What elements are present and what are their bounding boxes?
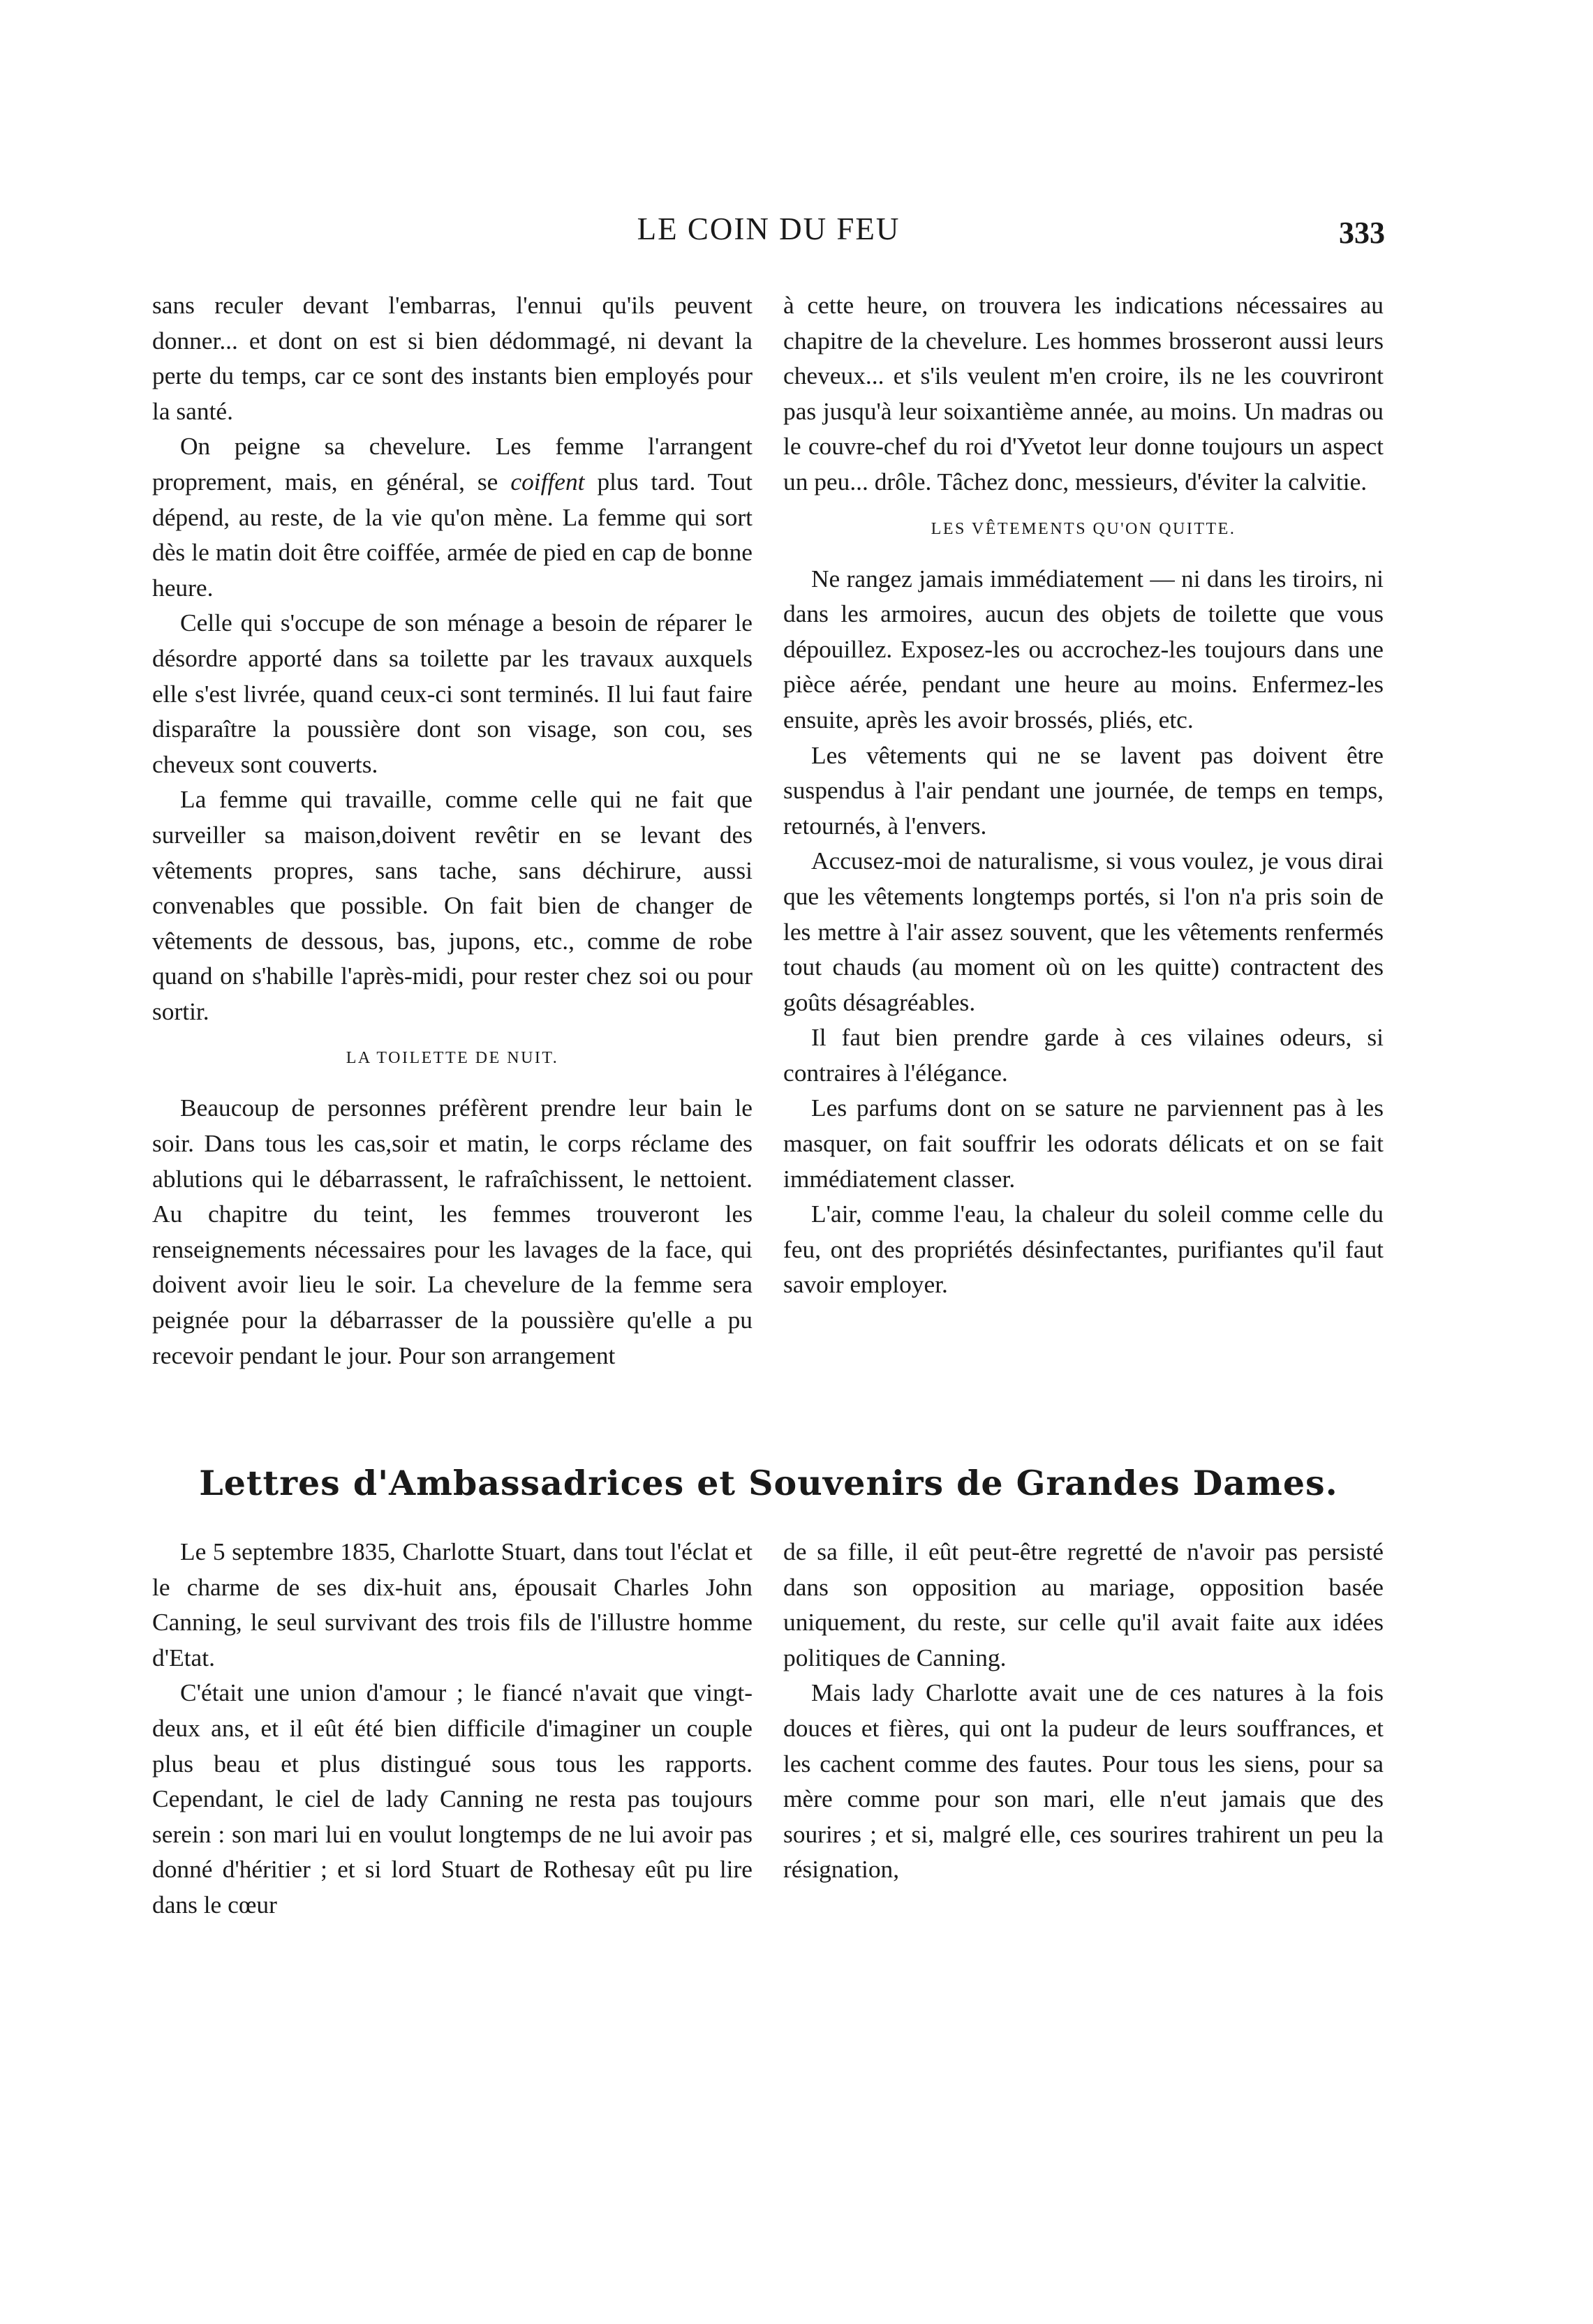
running-header xyxy=(152,211,1385,253)
paragraph: à cette heure, on trouvera les indications nécessaires au chapitre de la chevelure. Les hommes brosseront aussi leurs cheveux... et s'ils veulent m'en croire, ils ne les couvriront pas jusqu'à leur soixantième année, au moins. Un madras ou le couvre-chef du roi d'Yvetot leur donne toujours un aspect un peu... drôle. Tâchez donc, messieurs, d'éviter la calvitie. xyxy=(783,291,1384,496)
paragraph: de sa fille, il eût peut-être regretté de n'avoir pas persisté dans son opposition au mariage, opposition basée uniquement, du reste, sur celle qu'il avait faite aux idées politiques de Canning. xyxy=(783,1537,1384,1671)
paragraph: Beaucoup de personnes préfèrent prendre leur bain le soir. Dans tous les cas,soir et matin, le corps réclame des ablutions qui le débarrassent, le rafraîchissent, le nettoient. Au chapitre du teint, les femmes trouveront les renseignements nécessaires pour les lavages de la face, qui doivent avoir lieu le soir. La chevelure de la femme sera peignée pour la débarrasser de la poussière qu'elle a pu recevoir pendant le jour. Pour son arrangement xyxy=(152,1094,753,1369)
column-right-bottom xyxy=(783,1534,1384,1887)
section-subheading: LES VÊTEMENTS QU'ON QUITTE. xyxy=(931,519,1236,538)
paragraph: Les parfums dont on se sature ne parviennent pas à les masquer, on fait souffrir les odorats délicats et on se fait immédiatement classer. xyxy=(783,1094,1384,1193)
paragraph: C'était une union d'amour ; le fiancé n'avait que vingt-deux ans, et il eût été bien difficile d'imaginer un couple plus beau et plus distingué sous tous les rapports. Cependant, le ciel de lady Canning ne resta pas toujours serein : son mari lui en voulut longtemps de ne lui avoir pas donné d'héritier ; et si lord Stuart de Rothesay eût pu lire dans le cœur xyxy=(152,1678,753,1919)
page-number: 333 xyxy=(1339,216,1385,250)
running-title: LE COIN DU FEU xyxy=(637,211,901,246)
italic-word: coiffent xyxy=(510,467,585,496)
paragraph: Celle qui s'occupe de son ménage a besoin de réparer le désordre apporté dans sa toilette par les travaux auxquels elle s'est livrée, quand ceux-ci sont terminés. Il lui faut faire disparaître la poussière dont son visage, son cou, ses cheveux sont couverts. xyxy=(152,609,753,778)
paragraph: La femme qui travaille, comme celle qui ne fait que surveiller sa maison,doivent revêtir en se levant des vêtements propres, sans tache, sans déchirure, aussi convenables que possible. On fait bien de changer de vêtements de dessous, bas, jupons, etc., comme de robe quand on s'habille l'après-midi, pour rester chez soi ou pour sortir. xyxy=(152,785,753,1025)
paragraph: Il faut bien prendre garde à ces vilaines odeurs, si contraires à l'élégance. xyxy=(783,1023,1384,1087)
paragraph xyxy=(152,429,753,605)
paragraph: Mais lady Charlotte avait une de ces natures à la fois douces et fières, qui ont la pudeur de leurs souffrances, et les cachent comme des fautes. Pour tous les siens, pour sa mère comme pour son mari, elle n'eut jamais que des sourires ; et si, malgré elle, ces sourires trahirent un peu la résignation, xyxy=(783,1678,1384,1884)
paragraph-text: On peigne sa chevelure. Les femme l'arrangent proprement, mais, en général, se xyxy=(152,432,753,496)
section-subheading: LA TOILETTE DE NUIT. xyxy=(346,1049,559,1068)
paragraph: L'air, comme l'eau, la chaleur du soleil comme celle du feu, ont des propriétés désinfectantes, purifiantes qu'il faut savoir employer. xyxy=(783,1200,1384,1299)
paragraph: Les vêtements qui ne se lavent pas doivent être suspendus à l'air pendant une journée, de temps en temps, retournés, à l'envers. xyxy=(783,740,1384,840)
paragraph: Le 5 septembre 1835, Charlotte Stuart, dans tout l'éclat et le charme de ses dix-huit ans, épousait Charles John Canning, le seul survivant des trois fils de l'illustre homme d'Etat. xyxy=(152,1537,753,1671)
column-left-top xyxy=(152,288,753,1373)
paragraph: Accusez-moi de naturalisme, si vous voulez, je vous dirai que les vêtements longtemps portés, si l'on n'a pris soin de les mettre à l'air assez souvent, que les vêtements renfermés tout chauds (au moment où on les quitte) contractent des goûts désagréables. xyxy=(783,847,1384,1016)
column-left-bottom xyxy=(152,1534,753,1923)
column-right-top xyxy=(783,288,1384,1302)
paragraph: sans reculer devant l'embarras, l'ennui qu'ils peuvent donner... et dont on est si bien dédommagé, ni devant la perte du temps, car ce sont des instants bien employés pour la santé. xyxy=(152,291,753,425)
article-title: Lettres d'Ambassadrices et Souvenirs de Grandes Dames. xyxy=(199,1463,1338,1503)
paragraph-text: plus tard. Tout dépend, au reste, de la vie qu'on mène. La femme qui sort dès le matin doit être coiffée, armée de pied en cap de bonne heure. xyxy=(152,467,753,602)
paragraph: Ne rangez jamais immédiatement — ni dans les tiroirs, ni dans les armoires, aucun des objets de toilette que vous dépouillez. Exposez-les ou accrochez-les toujours dans une pièce aérée, pendant une heure au moins. Enfermez-les ensuite, après les avoir brossés, pliés, etc. xyxy=(783,564,1384,733)
